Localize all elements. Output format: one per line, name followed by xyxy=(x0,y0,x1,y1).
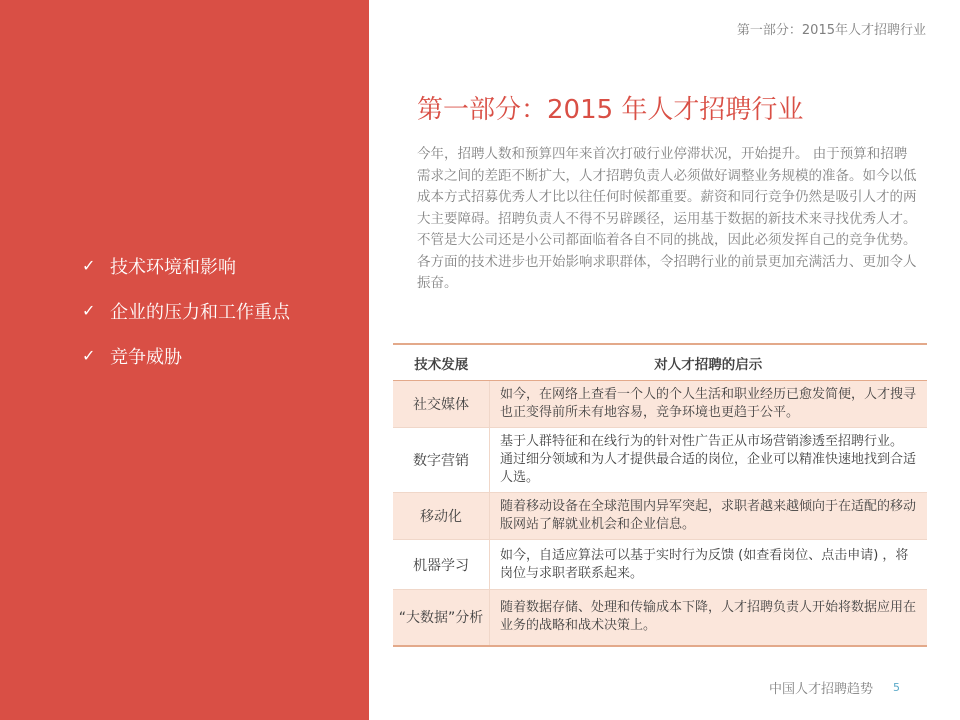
footer xyxy=(769,678,900,697)
page-title: 第一部分：2015 年人才招聘行业 xyxy=(417,95,804,125)
running-header: 第一部分：2015年人才招聘行业 xyxy=(736,23,926,38)
page-number: 5 xyxy=(893,681,900,694)
check-icon: ✓ xyxy=(82,346,96,365)
technology-table xyxy=(393,343,927,647)
table-header-row xyxy=(393,344,927,381)
row-text: 随着数据存储、处理和传输成本下降，人才招聘负责人开始将数据应用在业务的战略和战术决策上。 xyxy=(490,590,928,646)
row-category: “大数据”分析 xyxy=(393,590,490,646)
footer-label: 中国人才招聘趋势 xyxy=(768,682,873,697)
row-category: 机器学习 xyxy=(393,540,490,590)
topic-label: 竞争威胁 xyxy=(110,346,182,368)
sidebar-panel xyxy=(0,0,369,720)
row-category: 社交媒体 xyxy=(393,381,490,428)
row-text: 基于人群特征和在线行为的针对性广告正从市场营销渗透至招聘行业。 通过细分领域和为人才提供最合适的岗位，企业可以精准快速地找到合适人选。 xyxy=(490,428,928,493)
table-row xyxy=(393,428,927,493)
header-implication: 对人才招聘的启示 xyxy=(490,344,928,381)
table-row xyxy=(393,381,927,428)
check-icon: ✓ xyxy=(82,301,96,320)
topic-label: 技术环境和影响 xyxy=(110,256,236,278)
row-text: 如今，在网络上查看一个人的个人生活和职业经历已愈发简便，人才搜寻也正变得前所未有地容易，竞争环境也更趋于公平。 xyxy=(490,381,928,428)
intro-paragraph: 今年，招聘人数和预算四年来首次打破行业停滞状况，开始提升。 由于预算和招聘需求之间的差距不断扩大，人才招聘负责人必须做好调整业务规模的准备。如今以低成本方式招募优秀人才比以往任何时候都重要。薪资和同行竞争仍然是吸引人才的两大主要障碍。招聘负责人不得不另辟蹊径，运用基于数据的新技术来寻找优秀人才。不管是大公司还是小公司都面临着各自不同的挑战，因此必须发挥自己的竞争优势。各方面的技术进步也开始影响求职群体，令招聘行业的前景更加充满活力、更加令人振奋。 xyxy=(417,146,917,291)
table-row xyxy=(393,493,927,540)
check-icon: ✓ xyxy=(82,256,96,275)
topic-item-competition xyxy=(82,333,290,378)
header-tech: 技术发展 xyxy=(393,344,490,381)
topic-item-pressure xyxy=(82,288,290,333)
topic-item-tech xyxy=(82,243,290,288)
topic-list xyxy=(82,243,290,378)
table-row xyxy=(393,540,927,590)
row-category: 移动化 xyxy=(393,493,490,540)
table-row xyxy=(393,590,927,646)
row-text: 如今，自适应算法可以基于实时行为反馈 (如查看岗位、点击申请) ，将岗位与求职者联系起来。 xyxy=(490,540,928,590)
row-text: 随着移动设备在全球范围内异军突起，求职者越来越倾向于在适配的移动版网站了解就业机会和企业信息。 xyxy=(490,493,928,540)
topic-label: 企业的压力和工作重点 xyxy=(110,301,290,323)
row-category: 数字营销 xyxy=(393,428,490,493)
